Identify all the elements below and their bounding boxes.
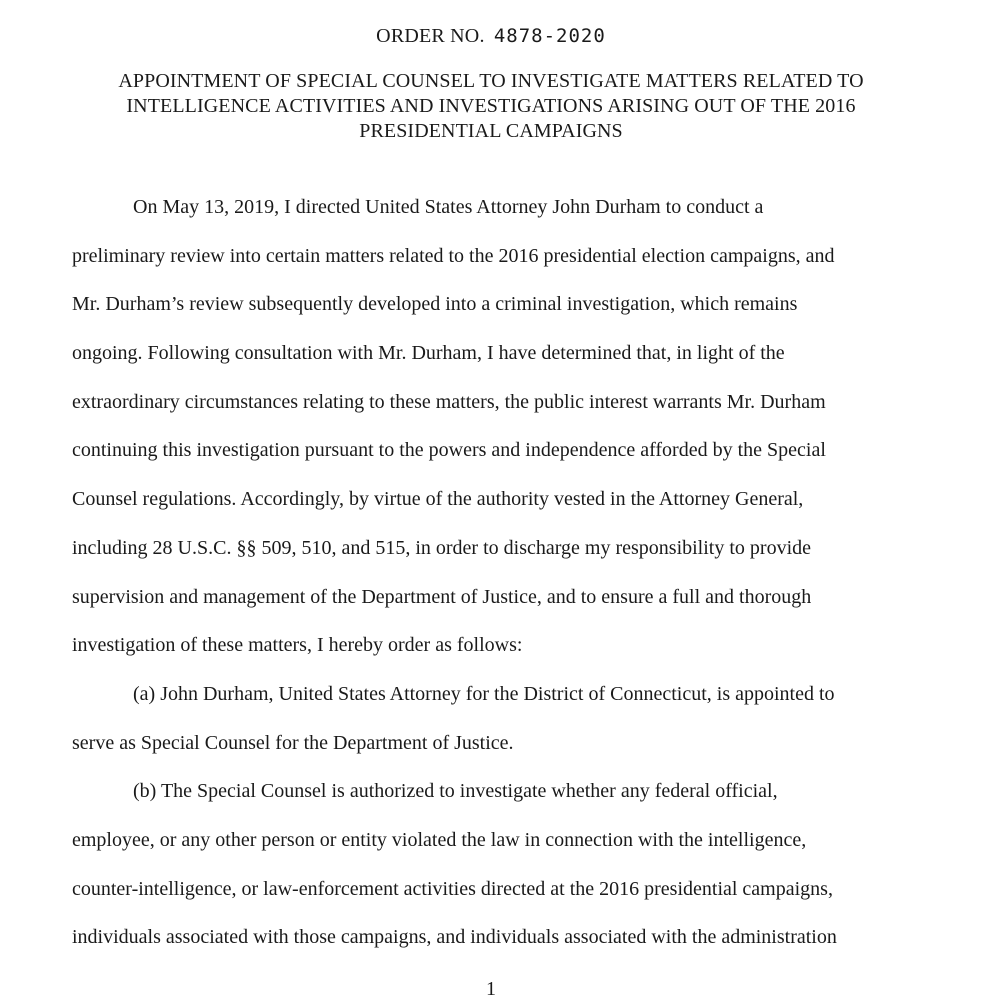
title-line: INTELLIGENCE ACTIVITIES AND INVESTIGATIONS ARISING OUT OF THE 2016: [126, 95, 856, 117]
clause-b-line: (b) The Special Counsel is authorized to investigate whether any federal official,: [133, 780, 778, 802]
order-label: ORDER NO.: [376, 25, 485, 47]
clause-a-line: (a) John Durham, United States Attorney for the District of Connecticut, is appointed to: [133, 683, 835, 705]
document-title: [60, 69, 922, 144]
body-line: employee, or any other person or entity violated the law in connection with the intelligence,: [72, 829, 807, 851]
body-line: Mr. Durham’s review subsequently developed into a criminal investigation, which remains: [72, 293, 798, 315]
body-line: including 28 U.S.C. §§ 509, 510, and 515, in order to discharge my responsibility to provide: [72, 537, 812, 559]
body-line: Counsel regulations. Accordingly, by virtue of the authority vested in the Attorney General,: [72, 488, 804, 510]
body-line: extraordinary circumstances relating to these matters, the public interest warrants Mr. Durham: [72, 391, 826, 413]
order-heading: [0, 22, 982, 50]
body-line: ongoing. Following consultation with Mr. Durham, I have determined that, in light of the: [72, 342, 785, 364]
body-line: supervision and management of the Department of Justice, and to ensure a full and thorough: [72, 586, 812, 608]
title-line: APPOINTMENT OF SPECIAL COUNSEL TO INVESTIGATE MATTERS RELATED TO: [118, 70, 864, 92]
body-line: serve as Special Counsel for the Department of Justice.: [72, 732, 514, 754]
body-line: continuing this investigation pursuant to the powers and independence afforded by the Special: [72, 439, 826, 461]
page-number: 1: [486, 978, 496, 1000]
order-number: 4878-2020: [493, 25, 606, 47]
body-line: preliminary review into certain matters related to the 2016 presidential election campaigns, and: [72, 245, 835, 267]
body-line: counter-intelligence, or law-enforcement activities directed at the 2016 presidential campaigns,: [72, 878, 833, 900]
body-line: individuals associated with those campaigns, and individuals associated with the administration: [72, 926, 837, 948]
body-line: On May 13, 2019, I directed United States Attorney John Durham to conduct a: [133, 196, 764, 218]
title-line: PRESIDENTIAL CAMPAIGNS: [359, 120, 623, 142]
body-line: investigation of these matters, I hereby order as follows:: [72, 634, 523, 656]
